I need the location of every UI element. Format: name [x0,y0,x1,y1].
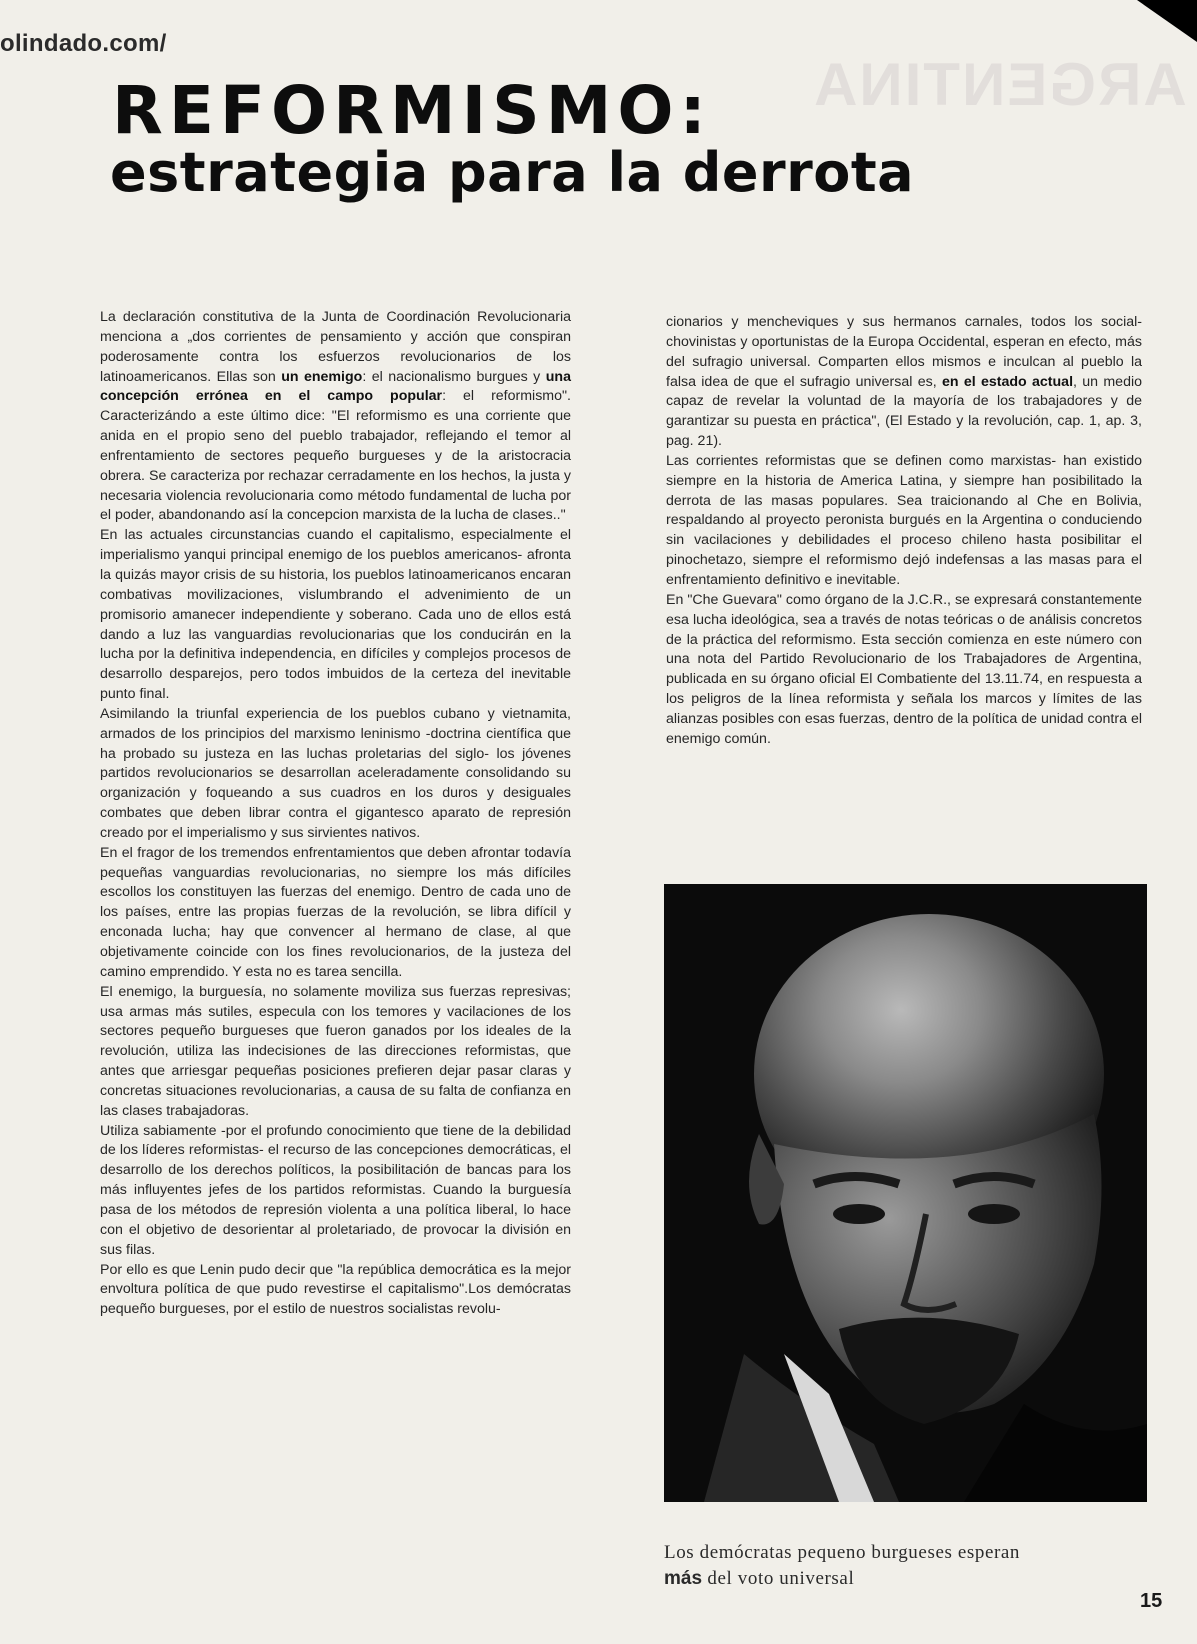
portrait-photo [664,884,1147,1502]
article-subtitle: estrategia para la derrota [110,141,915,204]
paragraph: Asimilando la triunfal experiencia de los pueblos cubano y vietnamita, armados de los principios del marxismo leninismo -doctrina científica que ha probado su justeza en las luchas proletarias del siglo- los jóvenes partidos revolucionarios se desarrollan aceleradamente consolidando su organización y foqueando a sus cuadros en los duros y desiguales combates que deben librar contra el gigantesco aparato de represión creado por el imperialismo y sus sirvientes nativos. [100,705,571,841]
article-title: REFORMISMO: [112,72,712,149]
photo-caption: Los demócratas pequeno burgueses esperan más del voto universal [664,1542,1021,1589]
paragraph: La declaración constitutiva de la Junta de Coordinación Revolucionaria menciona a „dos corrientes de pensamiento y acción que conspiran poderosamente contra los esfuerzos revolucionarios de los latinoamericanos. Ellas son un enemigo: el nacionalismo burgues y una concepción errónea en el campo popular: el reformismo". Caracterizándo a este último dice: "El reformismo es una corriente que anida en el propio seno del pueblo trabajador, reflejando el temor al enfrentamiento de sectores pequeño burgueses y de la aristocracia obrera. Se caracteriza por rechazar cerradamente en los hechos, la justa y necesaria violencia revolucionaria como método fundamental de lucha por el poder, abandonando así la concepcion marxista de la lucha de clases.." [100,309,571,524]
paragraph: En las actuales circunstancias cuando el capitalismo, especialmente el imperialismo yanqui principal enemigo de los pueblos americanos- afronta la quizás mayor crisis de su historia, los pueblos latinoamericanos encaran combativas movilizaciones, vislumbrando el advenimiento de un promisorio amanecer independiente y soberano. Cada uno de ellos está dando a luz las vanguardias revolucionarias que los conducirán en la lucha por la definitiva independencia, en difíciles y complejos procesos de desarrollo desparejos, pero todos imbuidos de la certeza del inevitable punto final. [100,527,571,703]
paragraph: Las corrientes reformistas que se definen como marxistas- han existido siempre en la historia de America Latina, y siempre han posibilitado la derrota de las masas populares. Sea traicionando al Che en Bolivia, respaldando al proyecto peronista burgués en la Argentina o conduciendo sin vacilaciones y debilidades el proceso chileno hasta posibilitar el pinochetazo, siempre el reformismo dejó indefensas a las masas para el enfrentamiento definitivo e inevitable. [666,452,1142,588]
left-text-column [100,308,571,1320]
page-number: 15 [1140,1590,1163,1612]
paragraph: El enemigo, la burguesía, no solamente moviliza sus fuerzas represivas; usa armas más sutiles, especula con los temores y vacilaciones de los sectores pequeño burgueses que fueron ganados por los ideales de la revolución, utiliza las indecisiones de las direcciones reformistas, que antes que arriesgar pequeñas posiciones prefieren dejar pasar claras y concretas situaciones revolucionarias, a causa de su falta de confianza en las clases trabajadoras. [100,983,571,1119]
paragraph: En "Che Guevara" como órgano de la J.C.R., se expresará constantemente esa lucha ideológica, sea a través de notas teóricas o de análisis concretos de la práctica del reformismo. Esta sección comienza en este número con una nota del Partido Revolucionario de los Trabajadores de Argentina, publicada en su órgano oficial El Combatiente del 13.11.74, en respuesta a los peligros de la línea reformista y señala los marcos y límites de las alianzas posibles con esas fuerzas, dentro de la política de unidad contra el enemigo común. [666,591,1142,747]
paragraph: cionarios y mencheviques y sus hermanos carnales, todos los social-chovinistas y oportunistas de la Europa Occidental, esperan en efecto, más del sufragio universal. Comparten ellos mismos e inculcan al pueblo la falsa idea de que el sufragio universal es, en el estado actual, un medio capaz de revelar la voluntad de la mayoría de los trabajadores y de garantizar su puesta en práctica", (El Estado y la revolución, cap. 1, ap. 3, pag. 21). [666,314,1143,450]
paragraph: Por ello es que Lenin pudo decir que "la república democrática es la mejor envoltura política de que pudo revestirse el capitalismo".Los demócratas pequeño burgueses, por el estilo de nuestros socialistas revolu- [100,1261,571,1318]
paragraph: Utiliza sabiamente -por el profundo conocimiento que tiene de la debilidad de los líderes reformistas- el recurso de las concepciones democráticas, el desarrollo de los derechos políticos, la posibilitación de bancas para los más influyentes jefes de los partidos reformistas. Cuando la burguesía pasa de los métodos de represión violenta a una política liberal, lo hace con el objetivo de desorientar al proletariado, de provocar la división en sus filas. [100,1122,571,1258]
bleed-through-text: ARGENTINA [812,51,1187,118]
corner-tab [1137,0,1197,42]
site-watermark: olindado.com/ [0,30,167,57]
right-text-column [666,313,1142,750]
paragraph: En el fragor de los tremendos enfrentamientos que deben afrontar todavía pequeñas vanguardias revolucionarias, no siempre los más difíciles escollos los constituyen las fuerzas del enemigo. Dentro de cada uno de los países, entre las propias fuerzas de la revolución, se libra difícil y enconada lucha; hay que convencer al hermano de clase, al que objetivamente coincide con los fines revolucionarios, de la justeza del camino emprendido. Y esta no es tarea sencilla. [100,844,571,980]
